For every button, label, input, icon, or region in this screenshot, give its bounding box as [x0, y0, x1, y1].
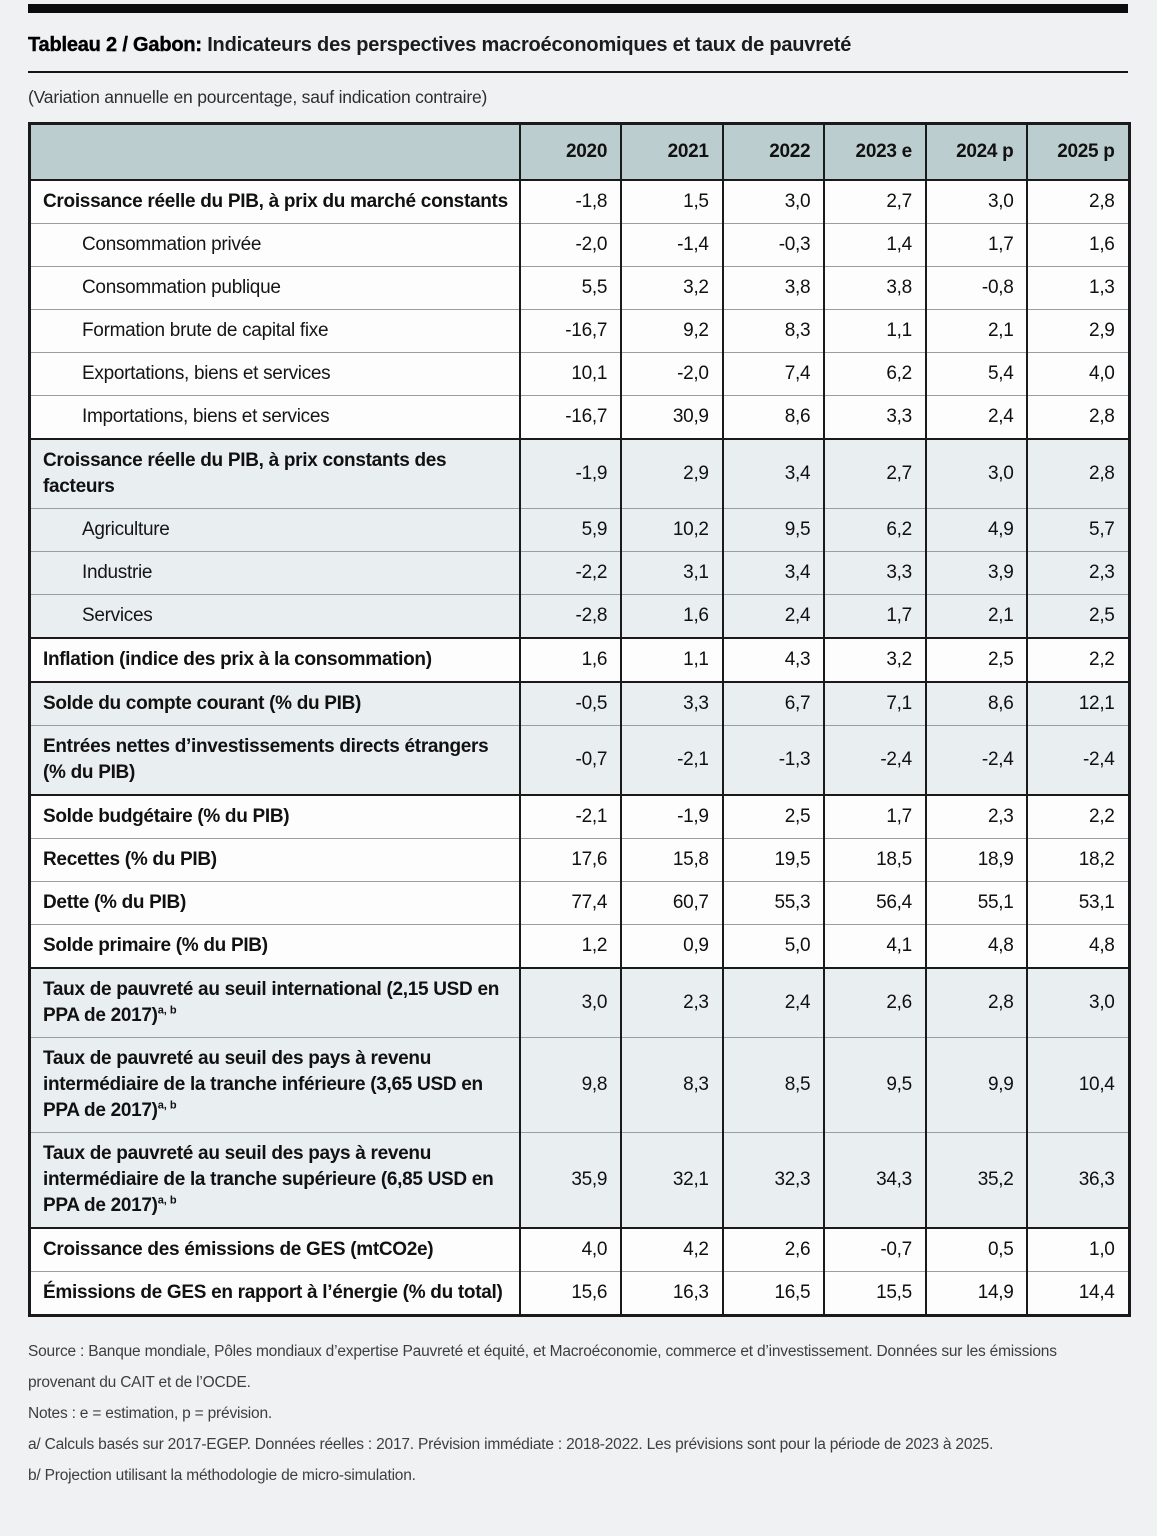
value-cell: 8,3: [723, 309, 825, 352]
value-cell: 15,8: [621, 838, 723, 881]
value-cell: -2,4: [926, 725, 1028, 795]
year-column-header: 2023 e: [824, 124, 926, 180]
value-cell: 53,1: [1027, 881, 1129, 924]
value-cell: 3,8: [824, 266, 926, 309]
table-row: [30, 508, 1130, 551]
value-cell: 1,6: [621, 594, 723, 638]
value-cell: 3,8: [723, 266, 825, 309]
value-cell: 4,0: [520, 1228, 622, 1272]
footnote-marker: a, b: [157, 1099, 177, 1112]
value-cell: 5,0: [723, 924, 825, 968]
table-title: [28, 34, 1128, 57]
value-cell: 3,4: [723, 551, 825, 594]
row-label: Solde budgétaire (% du PIB): [30, 795, 520, 839]
value-cell: 2,4: [926, 395, 1028, 439]
value-cell: 9,9: [926, 1037, 1028, 1132]
indicators-table: [28, 122, 1131, 1317]
row-label: Entrées nettes d’investissements directs étrangers (% du PIB): [30, 725, 520, 795]
value-cell: 3,9: [926, 551, 1028, 594]
row-label: Industrie: [30, 551, 520, 594]
value-cell: 0,9: [621, 924, 723, 968]
footnote-marker: a, b: [157, 1194, 177, 1207]
row-label: Consommation privée: [30, 223, 520, 266]
value-cell: 2,3: [926, 795, 1028, 839]
value-cell: 2,4: [723, 968, 825, 1038]
value-cell: 1,3: [1027, 266, 1129, 309]
footnote-marker: a, b: [157, 1004, 177, 1017]
value-cell: 10,2: [621, 508, 723, 551]
value-cell: 3,0: [1027, 968, 1129, 1038]
value-cell: 55,1: [926, 881, 1028, 924]
year-column-header: 2020: [520, 124, 622, 180]
value-cell: 10,1: [520, 352, 622, 395]
row-label: Croissance réelle du PIB, à prix constants des facteurs: [30, 439, 520, 509]
value-cell: 30,9: [621, 395, 723, 439]
table-subtitle: (Variation annuelle en pourcentage, sauf indication contraire): [28, 87, 488, 107]
row-label: Croissance réelle du PIB, à prix du marché constants: [30, 180, 520, 224]
value-cell: 6,2: [824, 508, 926, 551]
value-cell: 4,3: [723, 638, 825, 682]
value-cell: 12,1: [1027, 682, 1129, 726]
value-cell: 9,5: [824, 1037, 926, 1132]
value-cell: 4,1: [824, 924, 926, 968]
table-row: [30, 795, 1130, 839]
value-cell: 7,4: [723, 352, 825, 395]
value-cell: 4,8: [926, 924, 1028, 968]
value-cell: 8,6: [723, 395, 825, 439]
value-cell: 2,8: [1027, 180, 1129, 224]
table-row: [30, 551, 1130, 594]
value-cell: 3,2: [824, 638, 926, 682]
row-label: Croissance des émissions de GES (mtCO2e): [30, 1228, 520, 1272]
value-cell: 5,9: [520, 508, 622, 551]
table-row: [30, 309, 1130, 352]
value-cell: 3,2: [621, 266, 723, 309]
table-row: [30, 395, 1130, 439]
table-body: [30, 180, 1130, 1316]
value-cell: 2,7: [824, 439, 926, 509]
value-cell: 35,9: [520, 1132, 622, 1228]
value-cell: -0,8: [926, 266, 1028, 309]
value-cell: 2,9: [1027, 309, 1129, 352]
value-cell: 15,5: [824, 1271, 926, 1315]
table-row: [30, 1271, 1130, 1315]
value-cell: 3,1: [621, 551, 723, 594]
value-cell: 1,7: [824, 594, 926, 638]
value-cell: -1,4: [621, 223, 723, 266]
value-cell: 2,2: [1027, 795, 1129, 839]
value-cell: 60,7: [621, 881, 723, 924]
year-column-header: 2022: [723, 124, 825, 180]
value-cell: 2,8: [1027, 439, 1129, 509]
value-cell: 34,3: [824, 1132, 926, 1228]
table-title-text: Indicateurs des perspectives macroéconomiques et taux de pauvreté: [201, 34, 852, 56]
value-cell: 77,4: [520, 881, 622, 924]
value-cell: 1,7: [926, 223, 1028, 266]
value-cell: -1,3: [723, 725, 825, 795]
value-cell: -2,4: [1027, 725, 1129, 795]
row-label: Recettes (% du PIB): [30, 838, 520, 881]
value-cell: -1,9: [520, 439, 622, 509]
value-cell: 8,5: [723, 1037, 825, 1132]
value-cell: -0,3: [723, 223, 825, 266]
value-cell: 17,6: [520, 838, 622, 881]
value-cell: -2,1: [520, 795, 622, 839]
notes-legend: Notes : e = estimation, p = prévision.: [28, 1404, 272, 1422]
top-rule-bar: [28, 4, 1128, 13]
table-title-prefix: Tableau 2 / Gabon:: [28, 34, 202, 56]
value-cell: 2,8: [1027, 395, 1129, 439]
table-row: [30, 594, 1130, 638]
value-cell: 55,3: [723, 881, 825, 924]
value-cell: 32,1: [621, 1132, 723, 1228]
value-cell: 2,1: [926, 309, 1028, 352]
value-cell: 9,2: [621, 309, 723, 352]
table-row: [30, 352, 1130, 395]
value-cell: 4,8: [1027, 924, 1129, 968]
value-cell: -2,0: [621, 352, 723, 395]
value-cell: 9,5: [723, 508, 825, 551]
row-label: Dette (% du PIB): [30, 881, 520, 924]
value-cell: -0,7: [824, 1228, 926, 1272]
value-cell: 8,6: [926, 682, 1028, 726]
value-cell: 35,2: [926, 1132, 1028, 1228]
value-cell: 1,1: [824, 309, 926, 352]
value-cell: -16,7: [520, 395, 622, 439]
value-cell: 2,2: [1027, 638, 1129, 682]
row-label: Importations, biens et services: [30, 395, 520, 439]
value-cell: 4,2: [621, 1228, 723, 1272]
table-footnotes: [28, 1336, 1128, 1491]
value-cell: 3,3: [824, 395, 926, 439]
row-label: Exportations, biens et services: [30, 352, 520, 395]
value-cell: 3,0: [926, 439, 1028, 509]
value-cell: 1,7: [824, 795, 926, 839]
value-cell: 36,3: [1027, 1132, 1129, 1228]
value-cell: 3,3: [621, 682, 723, 726]
value-cell: 4,9: [926, 508, 1028, 551]
value-cell: 18,2: [1027, 838, 1129, 881]
value-cell: -1,9: [621, 795, 723, 839]
corner-cell: [30, 124, 520, 180]
value-cell: 3,0: [926, 180, 1028, 224]
value-cell: 2,1: [926, 594, 1028, 638]
year-column-header: 2025 p: [1027, 124, 1129, 180]
value-cell: 8,3: [621, 1037, 723, 1132]
value-cell: 1,6: [520, 638, 622, 682]
table-row: [30, 180, 1130, 224]
row-label: Agriculture: [30, 508, 520, 551]
value-cell: 2,6: [824, 968, 926, 1038]
row-label: Services: [30, 594, 520, 638]
value-cell: 3,4: [723, 439, 825, 509]
value-cell: 10,4: [1027, 1037, 1129, 1132]
value-cell: 6,7: [723, 682, 825, 726]
table-row: [30, 881, 1130, 924]
value-cell: 1,6: [1027, 223, 1129, 266]
value-cell: 2,6: [723, 1228, 825, 1272]
table-row: [30, 266, 1130, 309]
value-cell: -16,7: [520, 309, 622, 352]
value-cell: 32,3: [723, 1132, 825, 1228]
value-cell: 5,7: [1027, 508, 1129, 551]
row-label: Émissions de GES en rapport à l’énergie (% du total): [30, 1271, 520, 1315]
footnote-b: b/ Projection utilisant la méthodologie de micro-simulation.: [28, 1466, 416, 1484]
value-cell: 15,6: [520, 1271, 622, 1315]
value-cell: 3,0: [520, 968, 622, 1038]
value-cell: 2,3: [621, 968, 723, 1038]
title-divider: [28, 71, 1128, 73]
value-cell: 5,4: [926, 352, 1028, 395]
table-row: [30, 924, 1130, 968]
table-row: [30, 1228, 1130, 1272]
table-row: [30, 439, 1130, 509]
value-cell: 14,4: [1027, 1271, 1129, 1315]
row-label: Taux de pauvreté au seuil international (2,15 USD en PPA de 2017)$^{a, b}$: [30, 968, 520, 1038]
value-cell: -2,0: [520, 223, 622, 266]
row-label: Solde du compte courant (% du PIB): [30, 682, 520, 726]
value-cell: 56,4: [824, 881, 926, 924]
value-cell: 1,2: [520, 924, 622, 968]
row-label: Taux de pauvreté au seuil des pays à revenu intermédiaire de la tranche inférieure (3,65 USD en PPA de 2017)$^{a, b}$: [30, 1037, 520, 1132]
row-label: Solde primaire (% du PIB): [30, 924, 520, 968]
value-cell: 2,3: [1027, 551, 1129, 594]
value-cell: 7,1: [824, 682, 926, 726]
row-label: Taux de pauvreté au seuil des pays à revenu intermédiaire de la tranche supérieure (6,85 USD en PPA de 2017)$^{a, b}$: [30, 1132, 520, 1228]
value-cell: -0,5: [520, 682, 622, 726]
value-cell: 2,5: [1027, 594, 1129, 638]
value-cell: 16,5: [723, 1271, 825, 1315]
value-cell: 2,9: [621, 439, 723, 509]
year-column-header: 2024 p: [926, 124, 1028, 180]
source-note: Source : Banque mondiale, Pôles mondiaux d’expertise Pauvreté et équité, et Macroéconomie, commerce et d’investissement. Données sur les émissions provenant du CAIT et de l’OCDE.: [28, 1342, 1057, 1391]
value-cell: 16,3: [621, 1271, 723, 1315]
row-label: Inflation (indice des prix à la consommation): [30, 638, 520, 682]
value-cell: 14,9: [926, 1271, 1028, 1315]
value-cell: 4,0: [1027, 352, 1129, 395]
year-column-header: 2021: [621, 124, 723, 180]
table-row: [30, 638, 1130, 682]
value-cell: -0,7: [520, 725, 622, 795]
row-label: Formation brute de capital fixe: [30, 309, 520, 352]
table-row: [30, 968, 1130, 1038]
value-cell: 9,8: [520, 1037, 622, 1132]
table-row: [30, 1037, 1130, 1132]
value-cell: -2,8: [520, 594, 622, 638]
value-cell: -2,2: [520, 551, 622, 594]
value-cell: 0,5: [926, 1228, 1028, 1272]
value-cell: 2,5: [723, 795, 825, 839]
value-cell: 6,2: [824, 352, 926, 395]
value-cell: 2,4: [723, 594, 825, 638]
value-cell: 1,1: [621, 638, 723, 682]
table-row: [30, 725, 1130, 795]
value-cell: 2,8: [926, 968, 1028, 1038]
value-cell: 18,5: [824, 838, 926, 881]
table-row: [30, 838, 1130, 881]
value-cell: 2,5: [926, 638, 1028, 682]
table-row: [30, 223, 1130, 266]
value-cell: 18,9: [926, 838, 1028, 881]
value-cell: 5,5: [520, 266, 622, 309]
value-cell: 1,4: [824, 223, 926, 266]
value-cell: 3,3: [824, 551, 926, 594]
value-cell: -2,1: [621, 725, 723, 795]
value-cell: -2,4: [824, 725, 926, 795]
value-cell: 2,7: [824, 180, 926, 224]
footnote-a: a/ Calculs basés sur 2017-EGEP. Données réelles : 2017. Prévision immédiate : 2018-2022. Les prévisions sont pour la période de 2023 à 2025.: [28, 1435, 994, 1453]
header-row: [30, 124, 1130, 180]
row-label: Consommation publique: [30, 266, 520, 309]
value-cell: -1,8: [520, 180, 622, 224]
value-cell: 19,5: [723, 838, 825, 881]
value-cell: 1,0: [1027, 1228, 1129, 1272]
table-row: [30, 1132, 1130, 1228]
value-cell: 1,5: [621, 180, 723, 224]
value-cell: 3,0: [723, 180, 825, 224]
table-row: [30, 682, 1130, 726]
